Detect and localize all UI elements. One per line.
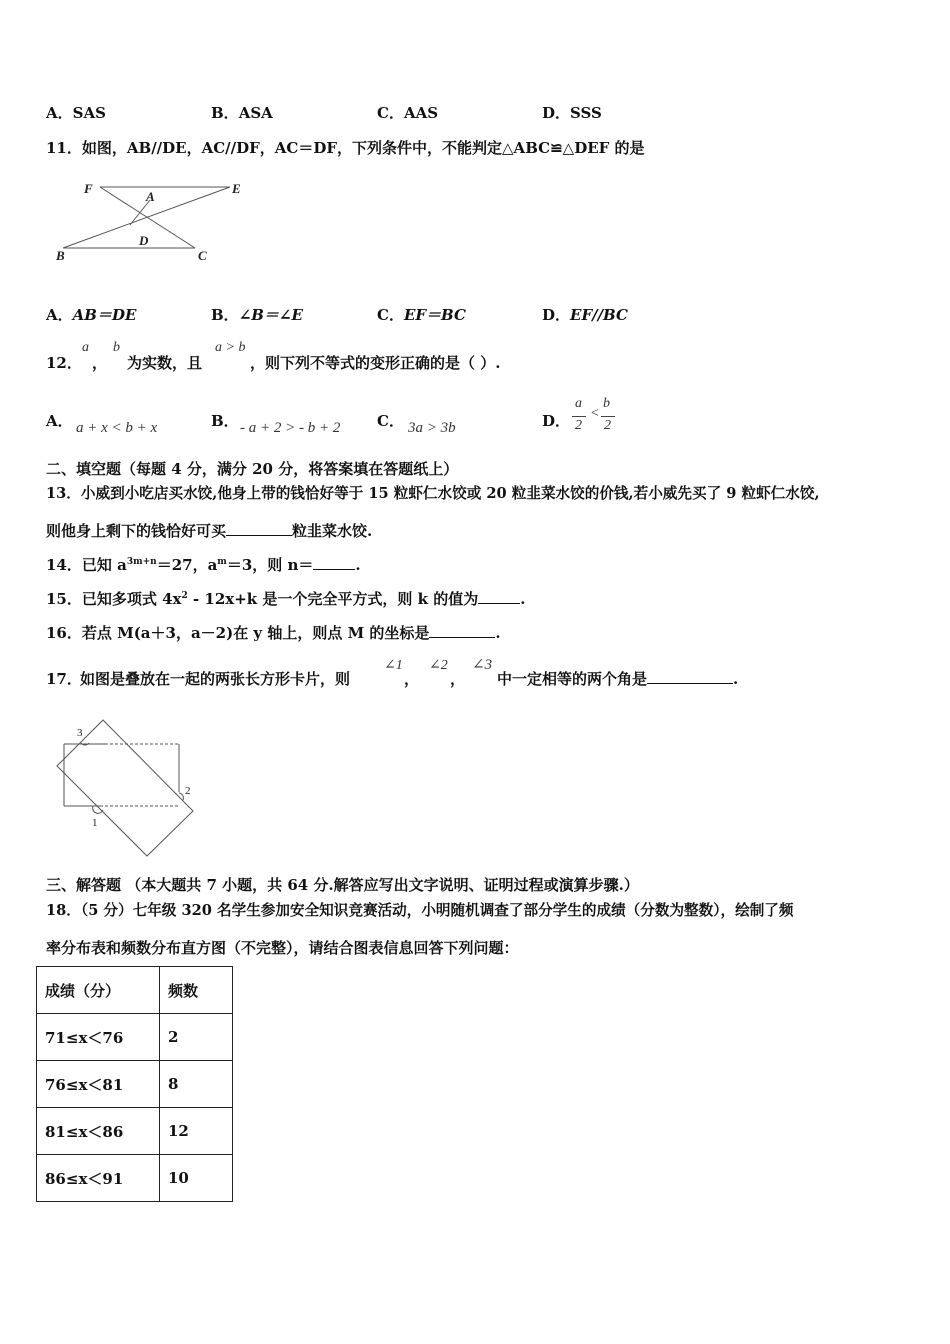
table-cell-range: 71≤x＜76 (37, 1014, 160, 1061)
label-b: B (56, 248, 65, 263)
q17-answer-blank[interactable] (647, 671, 733, 684)
label-f: F (84, 181, 93, 196)
q17-angle1: ∠1 (384, 658, 403, 673)
q17-comma2: ， (450, 670, 466, 688)
table-cell-range: 76≤x＜81 (37, 1061, 160, 1108)
q11-option-c: C．EF＝BC (377, 306, 466, 324)
q13-line1: 13．小威到小吃店买水饺,他身上带的钱恰好等于 15 粒虾仁水饺或 20 粒韭菜水饺的价钱,若小威先买了 9 粒虾仁水饺, (46, 485, 820, 502)
q11-figure (50, 175, 260, 270)
q11-option-d: D．EF//BC (542, 306, 628, 324)
q12-condition: a > b (215, 340, 246, 355)
q14-answer-blank[interactable] (313, 557, 355, 570)
q12-option-a-letter: A． (46, 412, 73, 430)
q12-text1: 为实数，且 (127, 354, 203, 372)
q11-stem: 11．如图，AB//DE，AC//DF，AC＝DF，下列条件中，不能判定△ABC≌△DEF 的是 (46, 139, 645, 157)
q14: 14．已知 $a^{3m+n}=27$，$a^m=3$，则 n＝ . (46, 556, 361, 574)
table-cell-range: 86≤x＜91 (37, 1155, 160, 1202)
label-a: A (146, 189, 155, 204)
table-header-row (37, 967, 233, 1014)
table-header-score: 成绩（分） (37, 967, 160, 1014)
q17-number: 17． (46, 670, 82, 688)
q10-option-b: B．ASA (211, 104, 273, 122)
q12-text2: ，则下列不等式的变形正确的是（ ）. (250, 354, 501, 372)
q17-comma1: ， (404, 670, 420, 688)
q12-option-c-letter: C． (377, 412, 404, 430)
table-header-frequency: 频数 (160, 967, 233, 1014)
q12-option-b-letter: B． (211, 412, 239, 430)
table-cell-frequency: 10 (160, 1155, 233, 1202)
table-cell-frequency: 2 (160, 1014, 233, 1061)
q12-number: 12． (46, 354, 82, 372)
q12-option-d-num-b: b (603, 396, 610, 411)
label-2: 2 (185, 785, 191, 797)
q17-pre: 如图是叠放在一起的两张长方形卡片，则 (80, 670, 351, 688)
q10-option-c: C．AAS (377, 104, 439, 122)
q13-line2: 则他身上剩下的钱恰好可买 粒韭菜水饺. (46, 522, 373, 540)
q12-option-d-num-a: a (575, 396, 582, 411)
q17-angle2: ∠2 (429, 658, 448, 673)
label-e: E (232, 181, 241, 196)
q17-post: 中一定相等的两个角是 . (497, 670, 739, 688)
table-row (37, 1014, 233, 1061)
section3-title: 三、解答题 （本大题共 7 小题，共 64 分.解答应写出文字说明、证明过程或演算步骤.） (46, 876, 639, 894)
q10-option-a: A．SAS (46, 104, 106, 122)
table-cell-frequency: 12 (160, 1108, 233, 1155)
q12-var-a: a (82, 340, 89, 355)
section2-title: 二、填空题（每题 4 分，满分 20 分，将答案填在答题纸上） (46, 460, 459, 478)
q17-figure (55, 712, 205, 862)
q12-option-d-letter: D． (542, 412, 571, 430)
q12-option-a-expr: a + x < b + x (76, 420, 158, 436)
q16-answer-blank[interactable] (429, 625, 495, 638)
table-cell-frequency: 8 (160, 1061, 233, 1108)
table-row (37, 1108, 233, 1155)
q17-angle3: ∠3 (472, 657, 493, 673)
q12-option-c-expr: 3a > 3b (408, 420, 456, 436)
q12-option-b-expr: - a + 2 > - b + 2 (240, 420, 341, 436)
q15-answer-blank[interactable] (478, 591, 520, 604)
q12-option-d-den-1: 2 (575, 418, 582, 433)
q11-option-b: B．∠B＝∠E (211, 306, 303, 324)
card2 (57, 720, 193, 856)
q12-option-d-den-2: 2 (604, 418, 611, 433)
label-1: 1 (92, 817, 98, 829)
q10-option-d: D．SSS (542, 104, 602, 122)
label-c: C (198, 248, 207, 263)
frequency-table (36, 966, 233, 1202)
table-cell-range: 81≤x＜86 (37, 1108, 160, 1155)
table-row (37, 1061, 233, 1108)
label-3: 3 (77, 727, 83, 739)
label-d: D (139, 233, 149, 248)
fraction-bar (601, 416, 615, 417)
q13-answer-blank[interactable] (226, 523, 292, 536)
table-row (37, 1155, 233, 1202)
q18-line2: 率分布表和频数分布直方图（不完整），请结合图表信息回答下列问题： (46, 939, 519, 957)
q12-sep: ， (92, 354, 108, 372)
q12-var-b: b (113, 340, 120, 355)
q18-line1: 18．（5 分）七年级 320 名学生参加安全知识竞赛活动，小明随机调查了部分学生的成绩（分数为整数），绘制了频 (46, 902, 794, 919)
fraction-bar (572, 416, 586, 417)
q11-option-a: A．AB＝DE (46, 306, 137, 324)
q12-option-d-expr (570, 396, 620, 440)
q15: 15．已知多项式 $4x^2 - 12x+k$ 是一个完全平方式，则 k 的值为 . (46, 590, 526, 608)
q12-option-d-lt: < (590, 406, 600, 421)
q16: 16．若点 M(a＋3，a－2)在 y 轴上，则点 M 的坐标是 . (46, 624, 501, 642)
